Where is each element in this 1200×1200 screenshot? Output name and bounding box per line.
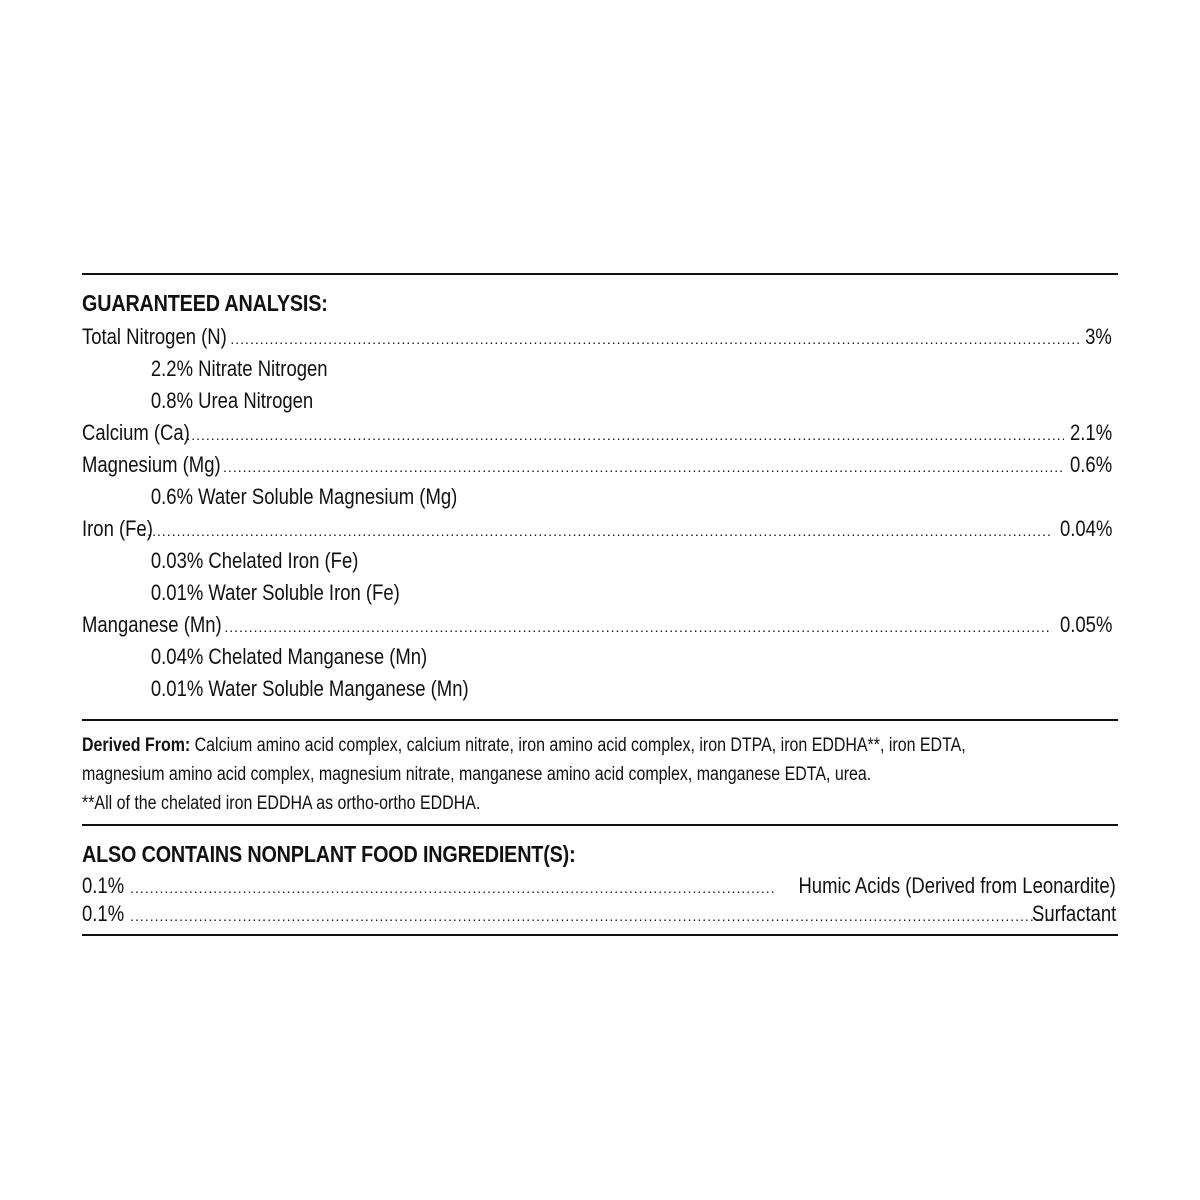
nutrient-name: Manganese (Mn) [82,612,222,637]
dot-leader [142,515,1051,547]
dot-leader [224,611,1051,643]
dot-leader [130,874,774,902]
nutrient-subitem: 0.6% Water Soluble Magnesium (Mg) [150,484,458,509]
nutrient-subitem: 0.03% Chelated Iron (Fe) [150,548,359,573]
nonplant-row [82,900,1116,928]
nutrient-list [82,321,1118,705]
nutrient-value: 0.6% [1069,452,1112,477]
dot-leader [130,902,1052,930]
nutrient-value: 0.05% [1059,612,1112,637]
nutrient-name: Total Nitrogen (N) [82,324,227,349]
section-divider [82,824,1118,826]
section-divider [82,719,1118,721]
nonplant-percent: 0.1% [82,873,125,898]
nutrient-subitem: 0.01% Water Soluble Iron (Fe) [150,580,400,605]
derived-from-line [82,731,1115,760]
guaranteed-analysis-title: GUARANTEED ANALYSIS: [82,290,328,316]
nutrient-row [82,609,1112,641]
nutrient-subitem: 0.04% Chelated Manganese (Mn) [150,644,428,669]
derived-from-block [82,731,1115,818]
nutrient-name: Iron (Fe) [82,516,153,541]
nutrient-subitem: 0.8% Urea Nitrogen [150,388,314,413]
nutrient-value: 2.1% [1069,420,1112,445]
bottom-divider [82,934,1118,936]
nutrient-subitem: 2.2% Nitrate Nitrogen [150,356,328,381]
dot-leader [186,419,1063,451]
nutrient-value: 0.04% [1059,516,1112,541]
nutrient-row [82,449,1112,481]
derived-from-line: magnesium amino acid complex, magnesium nitrate, manganese amino acid complex, manganese EDTA, urea. [82,764,872,785]
nonplant-list [82,872,1118,928]
derived-from-label: Derived From: [82,735,191,756]
nonplant-title: ALSO CONTAINS NONPLANT FOOD INGREDIENT(S): [82,841,576,867]
nonplant-ingredient: Surfactant [1031,901,1116,926]
nutrient-row [82,321,1112,353]
fertilizer-label [82,273,1118,936]
nutrient-name: Magnesium (Mg) [82,452,221,477]
nonplant-percent: 0.1% [82,901,125,926]
nutrient-row [82,417,1112,449]
nutrient-subitem: 0.01% Water Soluble Manganese (Mn) [150,676,469,701]
nutrient-value: 3% [1085,324,1112,349]
nonplant-row [82,872,1116,900]
dot-leader [230,323,1082,355]
nonplant-ingredient: Humic Acids (Derived from Leonardite) [798,873,1116,898]
derived-from-text: Calcium amino acid complex, calcium nitrate, iron amino acid complex, iron DTPA, iron EDDHA**, iron EDTA, [194,735,966,756]
derived-from-footnote: **All of the chelated iron EDDHA as ortho-ortho EDDHA. [82,793,481,814]
dot-leader [223,451,1064,483]
nutrient-name: Calcium (Ca) [82,420,190,445]
top-divider [82,273,1118,275]
nutrient-row [82,513,1112,545]
